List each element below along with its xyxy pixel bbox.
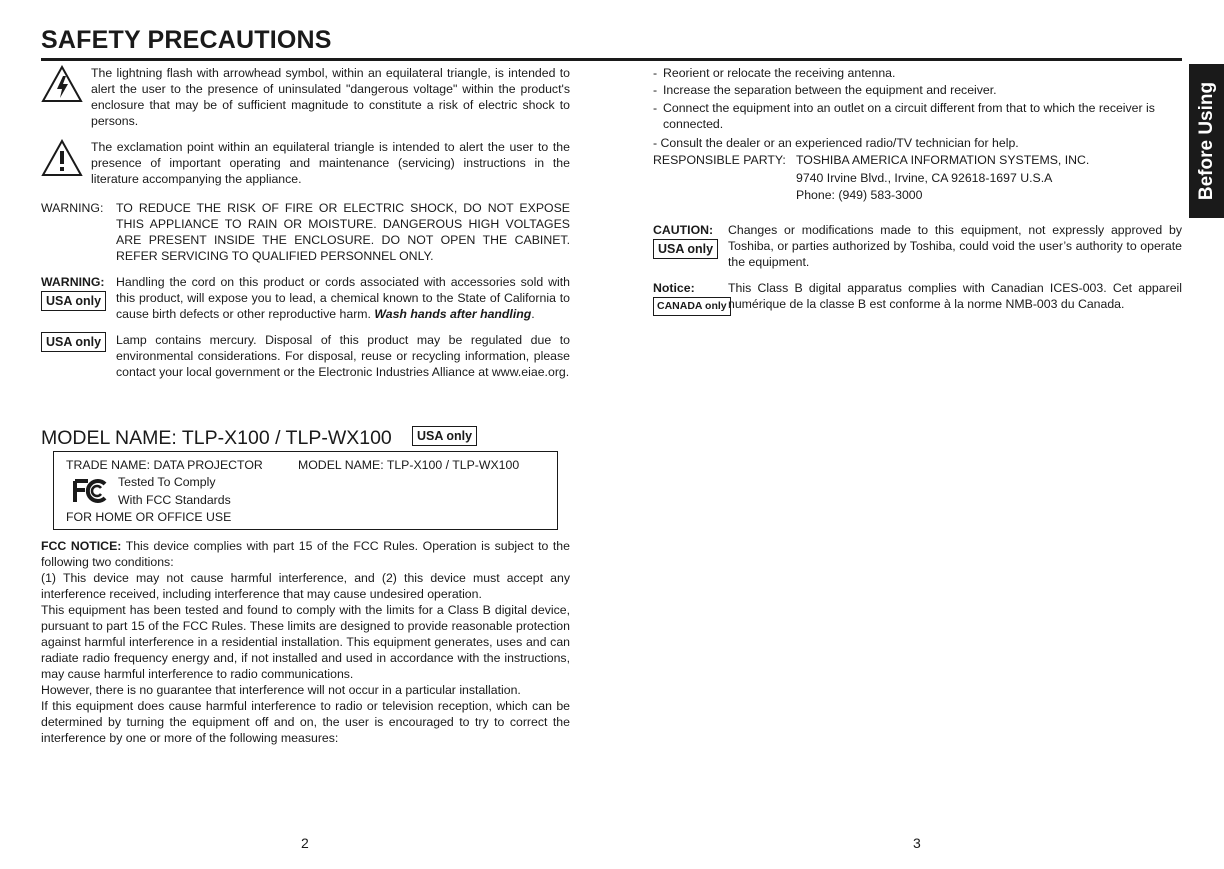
tested-comply-line2: With FCC Standards	[118, 493, 231, 507]
notice-label: Notice:	[653, 281, 695, 295]
usa-only-badge: USA only	[41, 291, 106, 311]
model-usa-only-badge: USA only	[412, 426, 477, 446]
fcc-notice-p3: This equipment has been tested and found to comply with the limits for a Class B digital device, pursuant to part 15 of the FCC Rules. These limits are designed to provide reasonable protection against harmful interference in a residential installation. This equipment generates, uses and can radiate radio frequency energy and, if not installed and used in accordance with the instructions, may cause harmful interference to radio communications.	[41, 603, 570, 681]
responsible-party-label: RESPONSIBLE PARTY:	[653, 153, 786, 167]
page-number-right: 3	[913, 835, 921, 851]
model-name-heading: MODEL NAME: TLP-X100 / TLP-WX100	[41, 427, 392, 449]
measure-dash: -	[653, 66, 658, 80]
page-title: SAFETY PRECAUTIONS	[41, 26, 332, 54]
section-tab-label: Before Using	[1195, 81, 1217, 201]
fcc-notice-p5: If this equipment does cause harmful interference to radio or television reception, which can be determined by turning the equipment off and on, the user is encouraged to try to correct the interference by one or more of the following measures:	[41, 699, 570, 745]
warning-label: WARNING:	[41, 201, 104, 215]
exclamation-point-text: The exclamation point within an equilateral triangle is intended to alert the user to the presence of important operating and maintenance (servicing) instructions in the literature accompanying the appliance.	[91, 140, 570, 186]
warning-lead-period: .	[531, 307, 535, 321]
canada-only-badge: CANADA only	[653, 297, 731, 316]
measure-item: Increase the separation between the equipment and receiver.	[663, 83, 997, 97]
title-rule	[41, 58, 1182, 61]
fcc-notice-p1	[41, 538, 570, 570]
notice-text: This Class B digital apparatus complies with Canadian ICES-003. Cet appareil numérique de la classe B est conforme à la norme NMB-003 du Canada.	[728, 281, 1182, 311]
fcc-notice-p4: However, there is no guarantee that interference will not occur in a particular installation.	[41, 683, 521, 697]
measure-item: Connect the equipment into an outlet on a circuit different from that to which the receiver is connected.	[663, 101, 1155, 131]
warning-lead-text	[116, 274, 570, 322]
wash-hands-emphasis: Wash hands after handling	[374, 307, 532, 321]
caution-label: CAUTION:	[653, 223, 714, 237]
measure-dash: -	[653, 101, 658, 115]
lightning-triangle-icon	[41, 65, 83, 103]
caution-usa-only-badge: USA only	[653, 239, 718, 259]
consult-dealer-text: - Consult the dealer or an experienced radio/TV technician for help.	[653, 136, 1019, 150]
exclamation-triangle-icon	[41, 139, 83, 177]
fcc-box-model-name: MODEL NAME: TLP-X100 / TLP-WX100	[298, 458, 520, 472]
section-tab	[1189, 64, 1224, 218]
fcc-notice-label: FCC NOTICE:	[41, 539, 122, 553]
lamp-mercury-text: Lamp contains mercury. Disposal of this product may be regulated due to environmental considerations. For disposal, reuse or recycling information, please contact your local government or the Electronic Industries Alliance at www.eiae.org.	[116, 333, 570, 379]
caution-text: Changes or modifications made to this equipment, not expressly approved by Toshiba, or parties authorized by Toshiba, could void the user’s authority to operate the equipment.	[728, 223, 1182, 269]
responsible-party-name: TOSHIBA AMERICA INFORMATION SYSTEMS, INC.	[796, 153, 1090, 167]
home-office-use: FOR HOME OR OFFICE USE	[66, 510, 232, 524]
fcc-notice-p1-text: This device complies with part 15 of the FCC Rules. Operation is subject to the following two conditions:	[41, 539, 570, 569]
measure-dash: -	[653, 83, 658, 97]
fcc-logo-icon	[72, 478, 108, 504]
fcc-label-box	[53, 451, 558, 530]
warning-fire-shock-text: TO REDUCE THE RISK OF FIRE OR ELECTRIC SHOCK, DO NOT EXPOSE THIS APPLIANCE TO RAIN OR MOISTURE. DANGEROUS HIGH VOLTAGES ARE PRESENT INSIDE THE ENCLOSURE. DO NOT OPEN THE CABINET. REFER SERVICING TO QUALIFIED PERSONNEL ONLY.	[116, 201, 570, 263]
lamp-usa-only-badge: USA only	[41, 332, 106, 352]
warning-lead-label: WARNING:	[41, 275, 105, 289]
page-number-left: 2	[301, 835, 309, 851]
trade-name: TRADE NAME: DATA PROJECTOR	[66, 458, 263, 472]
warning-lead-body: Handling the cord on this product or cords associated with accessories sold with this product, will expose you to lead, a chemical known to the State of California to cause birth defects or other reproductive harm.	[116, 275, 570, 321]
lightning-symbol-text: The lightning flash with arrowhead symbol, within an equilateral triangle, is intended to alert the user to the presence of uninsulated "dangerous voltage" within the product's enclosure that may be of sufficient magnitude to constitute a risk of electric shock to persons.	[91, 66, 570, 128]
measure-item: Reorient or relocate the receiving antenna.	[663, 66, 896, 80]
responsible-party-phone: Phone: (949) 583-3000	[796, 188, 923, 202]
tested-comply-line1: Tested To Comply	[118, 475, 216, 489]
fcc-notice	[41, 538, 570, 746]
fcc-notice-p2: (1) This device may not cause harmful interference, and (2) this device must accept any interference received, including interference that may cause undesired operation.	[41, 571, 570, 601]
responsible-party-address: 9740 Irvine Blvd., Irvine, CA 92618-1697 U.S.A	[796, 171, 1053, 185]
